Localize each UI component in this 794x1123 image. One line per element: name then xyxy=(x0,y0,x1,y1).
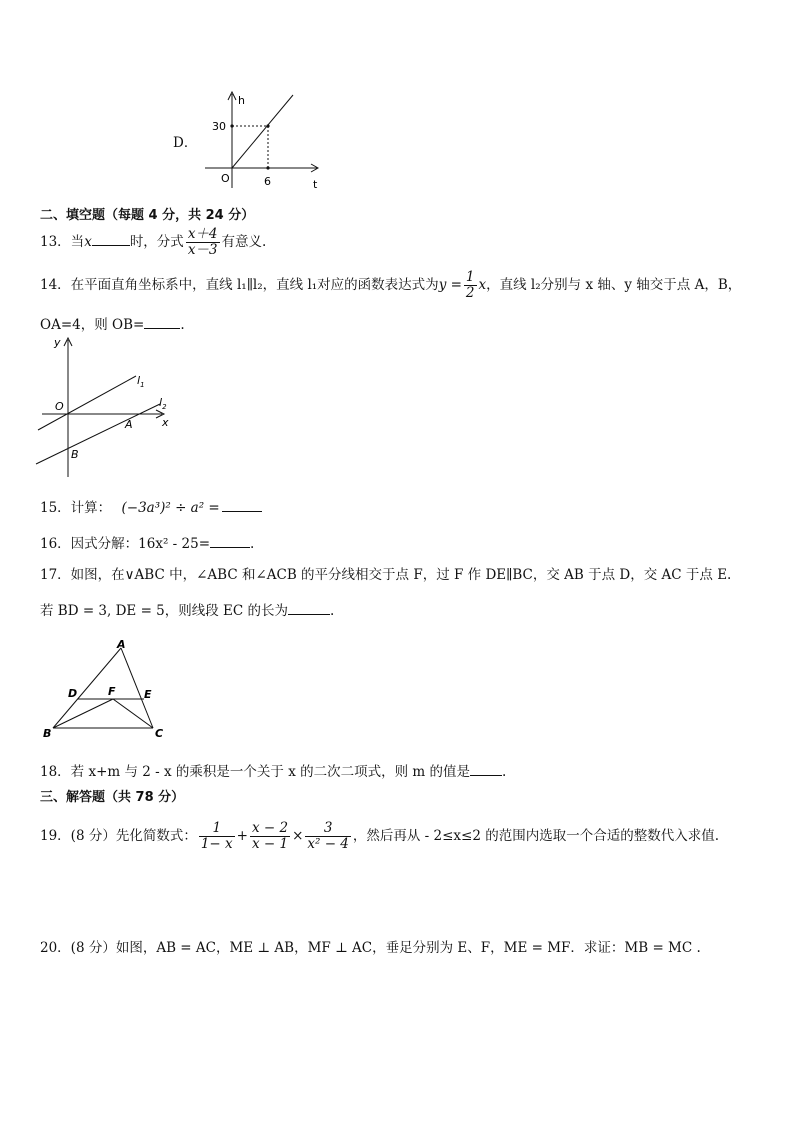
q17-figure xyxy=(40,636,170,742)
graph-origin: O xyxy=(221,172,230,185)
question-15: 15．计算： (−3a³)² ÷ a² = xyxy=(40,496,262,516)
q14-fraction: $\frac{1}{2}$ xyxy=(465,269,475,301)
svg-text:C: C xyxy=(155,727,164,740)
svg-text:l2: $l_2$ xyxy=(159,396,167,411)
option-d-graph xyxy=(200,88,330,193)
svg-text:A: A xyxy=(125,418,133,431)
question-18: 18．若 x+m 与 2 - x 的乘积是一个关于 x 的二次二项式，则 m 的值是 . xyxy=(40,764,507,780)
section-answer-title: 三、解答题（共 78 分） xyxy=(40,790,185,805)
q14-figure xyxy=(34,334,179,479)
question-20: 20．(8 分）如图，AB = AC，ME ⊥ AB，MF ⊥ AC，垂足分别为 E、F，ME = MF．求证：MB = MC . xyxy=(40,940,701,956)
svg-text:D: D xyxy=(68,687,78,700)
question-14-line1: 14．在平面直角坐标系中，直线 l₁∥l₂，直线 l₁对应的函数表达式为y = $\frac{1}{2}$ x，直线 l₂分别与 x 轴、y 轴交于点 A，B， xyxy=(40,269,742,301)
graph-ytick: 30 xyxy=(212,120,226,133)
svg-text:O: O xyxy=(55,400,64,413)
line-l2 xyxy=(36,404,160,464)
svg-text:l1: $l_1$ xyxy=(137,374,145,389)
svg-text:A: A xyxy=(117,638,126,651)
question-13: 13．当x 时，分式 $\frac{x+4}{x-3}$ 有意义. xyxy=(40,226,267,258)
svg-text:B: B xyxy=(71,448,79,461)
svg-text:F: F xyxy=(108,685,116,698)
question-19: 19．(8 分）先化简数式： $\frac{1}{1- x}$ + $\frac{x - 2}{x - 1}$ × $\frac{3}{\text{x² − 4}}$ ，然后再从 - 2≤x≤2 的范围内选取一个合适的整数代入求值. xyxy=(40,820,720,852)
question-14-line2: OA=4，则 OB= . xyxy=(40,317,185,333)
svg-text:y: y xyxy=(54,336,61,349)
question-17-line2: 若 BD = 3, DE = 5，则线段 EC 的长为 . xyxy=(40,603,335,619)
graph-ylabel: h xyxy=(238,94,245,107)
graph-xlabel: t xyxy=(313,178,318,191)
section-fill-blank-title: 二、填空题（每题 4 分，共 24 分） xyxy=(40,208,255,223)
question-17-line1: 17．如图，在∨ABC 中，∠ABC 和∠ACB 的平分线相交于点 F，过 F 作 DE∥BC，交 AB 于点 D，交 AC 于点 E. xyxy=(40,567,732,583)
svg-text:B: B xyxy=(43,727,52,740)
q13-fraction: $\frac{x+4}{x-3}$ xyxy=(187,226,218,258)
svg-text:x: x xyxy=(162,416,169,429)
line-l1 xyxy=(38,376,136,430)
question-16: 16．因式分解：16x² - 25= . xyxy=(40,536,255,552)
option-d-label: D． xyxy=(173,135,198,151)
svg-text:E: E xyxy=(144,688,152,701)
graph-xtick: 6 xyxy=(264,175,271,188)
